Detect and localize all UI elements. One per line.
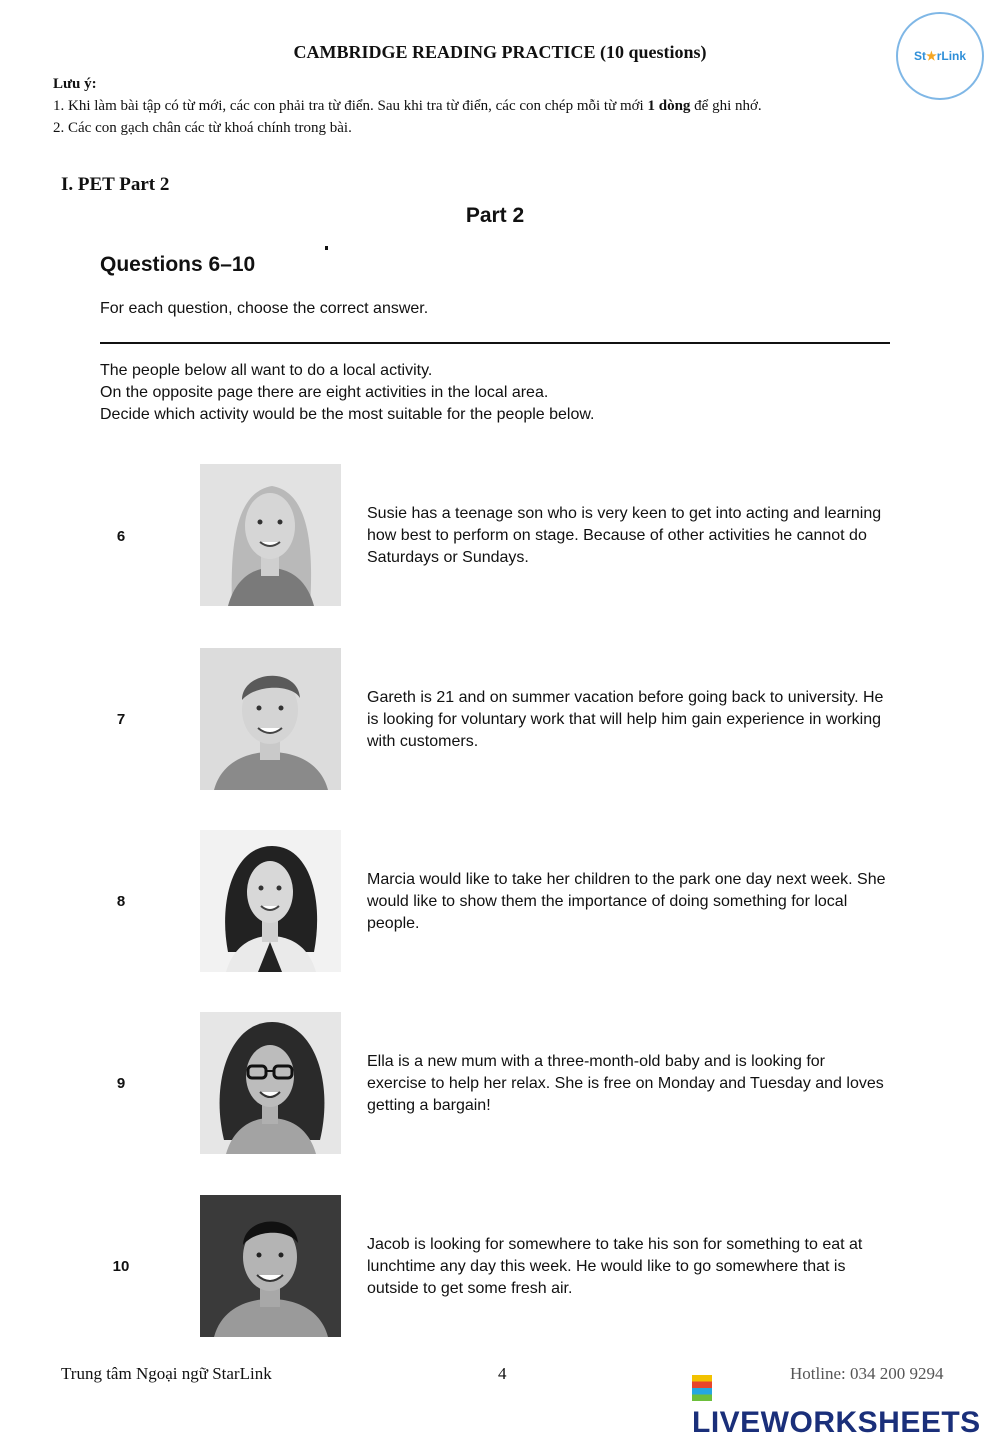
page-number: 4	[498, 1364, 507, 1383]
intro-line-2: On the opposite page there are eight activities in the local area.	[100, 384, 549, 401]
note-line-1-end: để ghi nhớ.	[690, 98, 762, 114]
section-heading: I. PET Part 2	[61, 174, 170, 195]
instruction: For each question, choose the correct answer.	[100, 300, 429, 317]
part-title: Part 2	[465, 204, 525, 227]
photo-jacob	[200, 1195, 341, 1337]
question-number-6: 6	[116, 528, 126, 545]
question-text-9: Ella is a new mum with a three-month-old baby and is looking for exercise to help her relax. She is free on Monday and Tuesday and loves getting a bargain!	[367, 1053, 884, 1114]
footer-center-name: Trung tâm Ngoại ngữ StarLink	[61, 1364, 272, 1383]
note-line-1-start: 1. Khi làm bài tập có từ mới, các con phải tra từ điển. Sau khi tra từ điển, các con chép mỗi từ mới	[53, 98, 648, 114]
note-line-2: 2. Các con gạch chân các từ khoá chính trong bài.	[53, 120, 352, 136]
logo-text-start: St	[913, 49, 926, 63]
note-label: Lưu ý:	[53, 76, 97, 92]
note-line-1	[53, 98, 762, 115]
document-title: CAMBRIDGE READING PRACTICE (10 questions)	[293, 42, 707, 62]
question-text-8: Marcia would like to take her children to the park one day next week. She would like to show them the importance of doing something for local people.	[367, 871, 886, 932]
footer-hotline: Hotline: 034 200 9294	[790, 1364, 944, 1383]
photo-marcia	[200, 830, 341, 972]
intro-line-1: The people below all want to do a local activity.	[100, 362, 433, 379]
starlink-logo	[896, 12, 984, 100]
watermark-text: LIVEWORKSHEETS	[692, 1406, 981, 1439]
question-number-8: 8	[116, 893, 126, 910]
questions-heading: Questions 6–10	[100, 253, 256, 276]
note-line-1-bold: 1 dòng	[647, 98, 691, 114]
liveworksheets-icon	[692, 1375, 712, 1401]
question-number-9: 9	[116, 1075, 126, 1092]
divider	[100, 342, 890, 344]
question-text-10: Jacob is looking for somewhere to take his son for something to eat at lunchtime any day this week. He would like to go somewhere that is outside to get some fresh air.	[367, 1236, 863, 1297]
question-number-7: 7	[116, 711, 126, 728]
intro-line-3: Decide which activity would be the most suitable for the people below.	[100, 406, 595, 423]
star-icon: ★	[925, 49, 937, 63]
question-text-6: Susie has a teenage son who is very keen to get into acting and learning how best to perform on stage. Because of other activities he cannot do Saturdays or Sundays.	[367, 505, 882, 566]
logo-text-end: rLink	[936, 49, 967, 63]
photo-ella	[200, 1012, 341, 1154]
liveworksheets-watermark	[692, 1372, 1000, 1440]
photo-susie	[200, 464, 341, 606]
question-number-10: 10	[112, 1258, 130, 1275]
stray-mark	[325, 246, 328, 250]
photo-gareth	[200, 648, 341, 790]
question-text-7: Gareth is 21 and on summer vacation before going back to university. He is looking for voluntary work that will help him gain experience in working with customers.	[367, 689, 884, 750]
